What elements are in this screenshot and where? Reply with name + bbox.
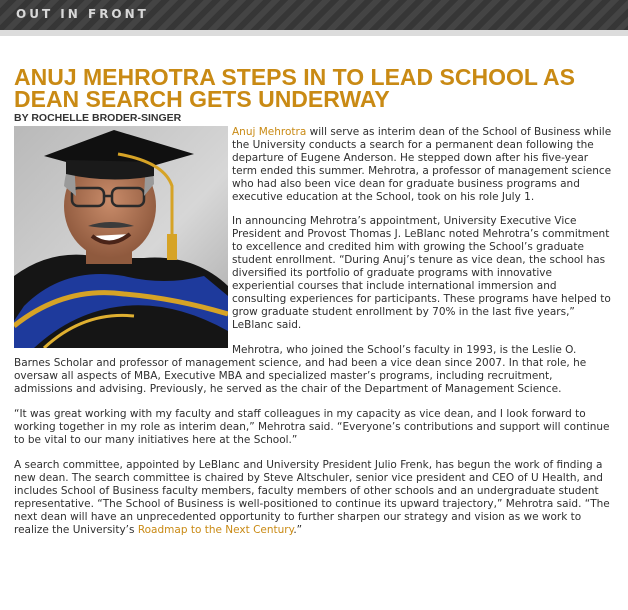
article-headline: ANUJ MEHROTRA STEPS IN TO LEAD SCHOOL AS DEAN SEARCH GETS UNDERWAY: [14, 64, 575, 112]
article-byline: BY ROCHELLE BRODER-SINGER: [14, 112, 182, 124]
article-body: [14, 126, 614, 537]
paragraph-5-text: A search committee, appointed by LeBlanc and University President Julio Frenk, has begun the work of finding a new dean. The search committee is chaired by Steve Altschuler, senior vice president and CEO of U Health, and includes School of Business faculty members, faculty members of other schools and an undergraduate student representative. “The School of Business is well-positioned to continue its upward trajectory,” Mehrotra said. “The next dean will have an unprecedented opportunity to further sharpen our strategy and vision as we work to realize the University’s: [14, 459, 610, 536]
mehrotra-profile-link[interactable]: Anuj Mehrotra: [232, 126, 307, 138]
paragraph-2: In announcing Mehrotra’s appointment, University Executive Vice President and Provost Thomas J. LeBlanc noted Mehrotra’s commitment to excellence and credited him with growing the School’s graduate student enrollment. “During Anuj’s tenure as vice dean, the school has diversified its portfolio of graduate programs with innovative experiential courses that include international immersion and consulting experiences for participants. These programs have helped to grow graduate student enrollment by 70% in the last five years,” LeBlanc said.: [232, 215, 611, 331]
author-photo: [14, 126, 228, 348]
section-label: OUT IN FRONT: [16, 7, 149, 21]
paragraph-5-end: .”: [293, 524, 303, 536]
roadmap-link[interactable]: Roadmap to the Next Century: [137, 524, 294, 536]
portrait-illustration: [14, 126, 228, 348]
paragraph-5: [14, 459, 614, 537]
paragraph-1-text: will serve as interim dean of the School of Business while the University conducts a search for a permanent dean following the departure of Eugene Anderson. He stepped down after his five-year term ended this summer. Mehrotra, a professor of management science who had also been vice dean for graduate business programs and executive education at the School, took on his role July 1.: [232, 126, 612, 203]
article-container: [0, 36, 628, 537]
paragraph-4: “It was great working with my faculty and staff colleagues in my capacity as vice dean, and I look forward to working together in my role as interim dean,” Mehrotra said. “Everyone’s contributions and support will continue to be vital to our many initiatives here at the School.”: [14, 408, 610, 446]
section-banner: [0, 0, 628, 30]
paragraph-3: Mehrotra, who joined the School’s faculty in 1993, is the Leslie O. Barnes Scholar and professor of management science, and had been a vice dean since 2007. In that role, he oversaw all aspects of MBA, Executive MBA and specialized master’s programs, including recruitment, admissions and advising. Previously, he served as the chair of the Department of Management Science.: [14, 344, 587, 395]
